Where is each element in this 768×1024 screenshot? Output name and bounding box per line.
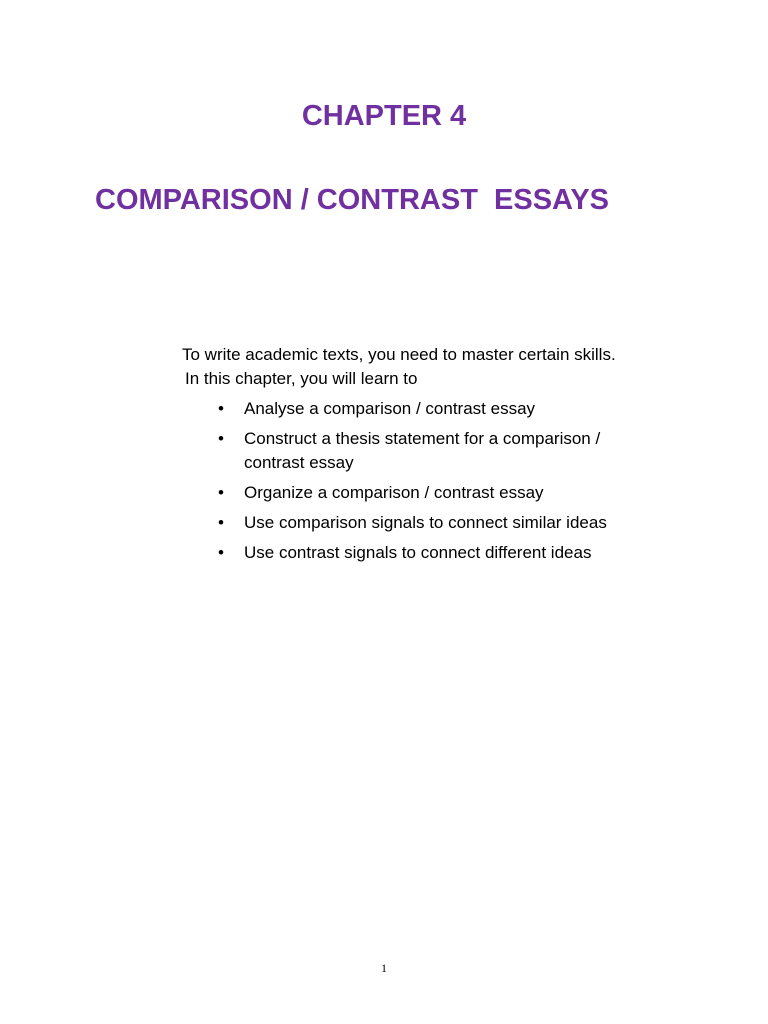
list-item <box>214 397 654 421</box>
page-number: 1 <box>381 961 387 975</box>
list-item-text: Use contrast signals to connect different ideas <box>244 543 592 562</box>
chapter-heading: CHAPTER 4 <box>301 100 467 132</box>
bullet-icon: • <box>218 483 224 502</box>
bullet-icon: • <box>218 399 224 418</box>
intro-line-1: To write academic texts, you need to master certain skills. <box>182 345 616 364</box>
list-item-text: Use comparison signals to connect similar ideas <box>244 513 607 532</box>
learning-objectives-list <box>214 397 654 571</box>
bullet-icon: • <box>218 543 224 562</box>
list-item <box>214 541 654 565</box>
list-item-text: Analyse a comparison / contrast essay <box>244 399 536 418</box>
list-item <box>214 427 654 475</box>
intro-line-2: In this chapter, you will learn to <box>185 369 418 388</box>
bullet-icon: • <box>218 429 224 448</box>
bullet-icon: • <box>218 513 224 532</box>
list-item <box>214 511 654 535</box>
chapter-title: COMPARISON / CONTRAST ESSAYS <box>95 184 610 216</box>
list-item-text: Construct a thesis statement for a comparison / contrast essay <box>244 429 601 472</box>
list-item-text: Organize a comparison / contrast essay <box>244 483 544 502</box>
intro-paragraph <box>182 343 662 391</box>
list-item <box>214 481 654 505</box>
